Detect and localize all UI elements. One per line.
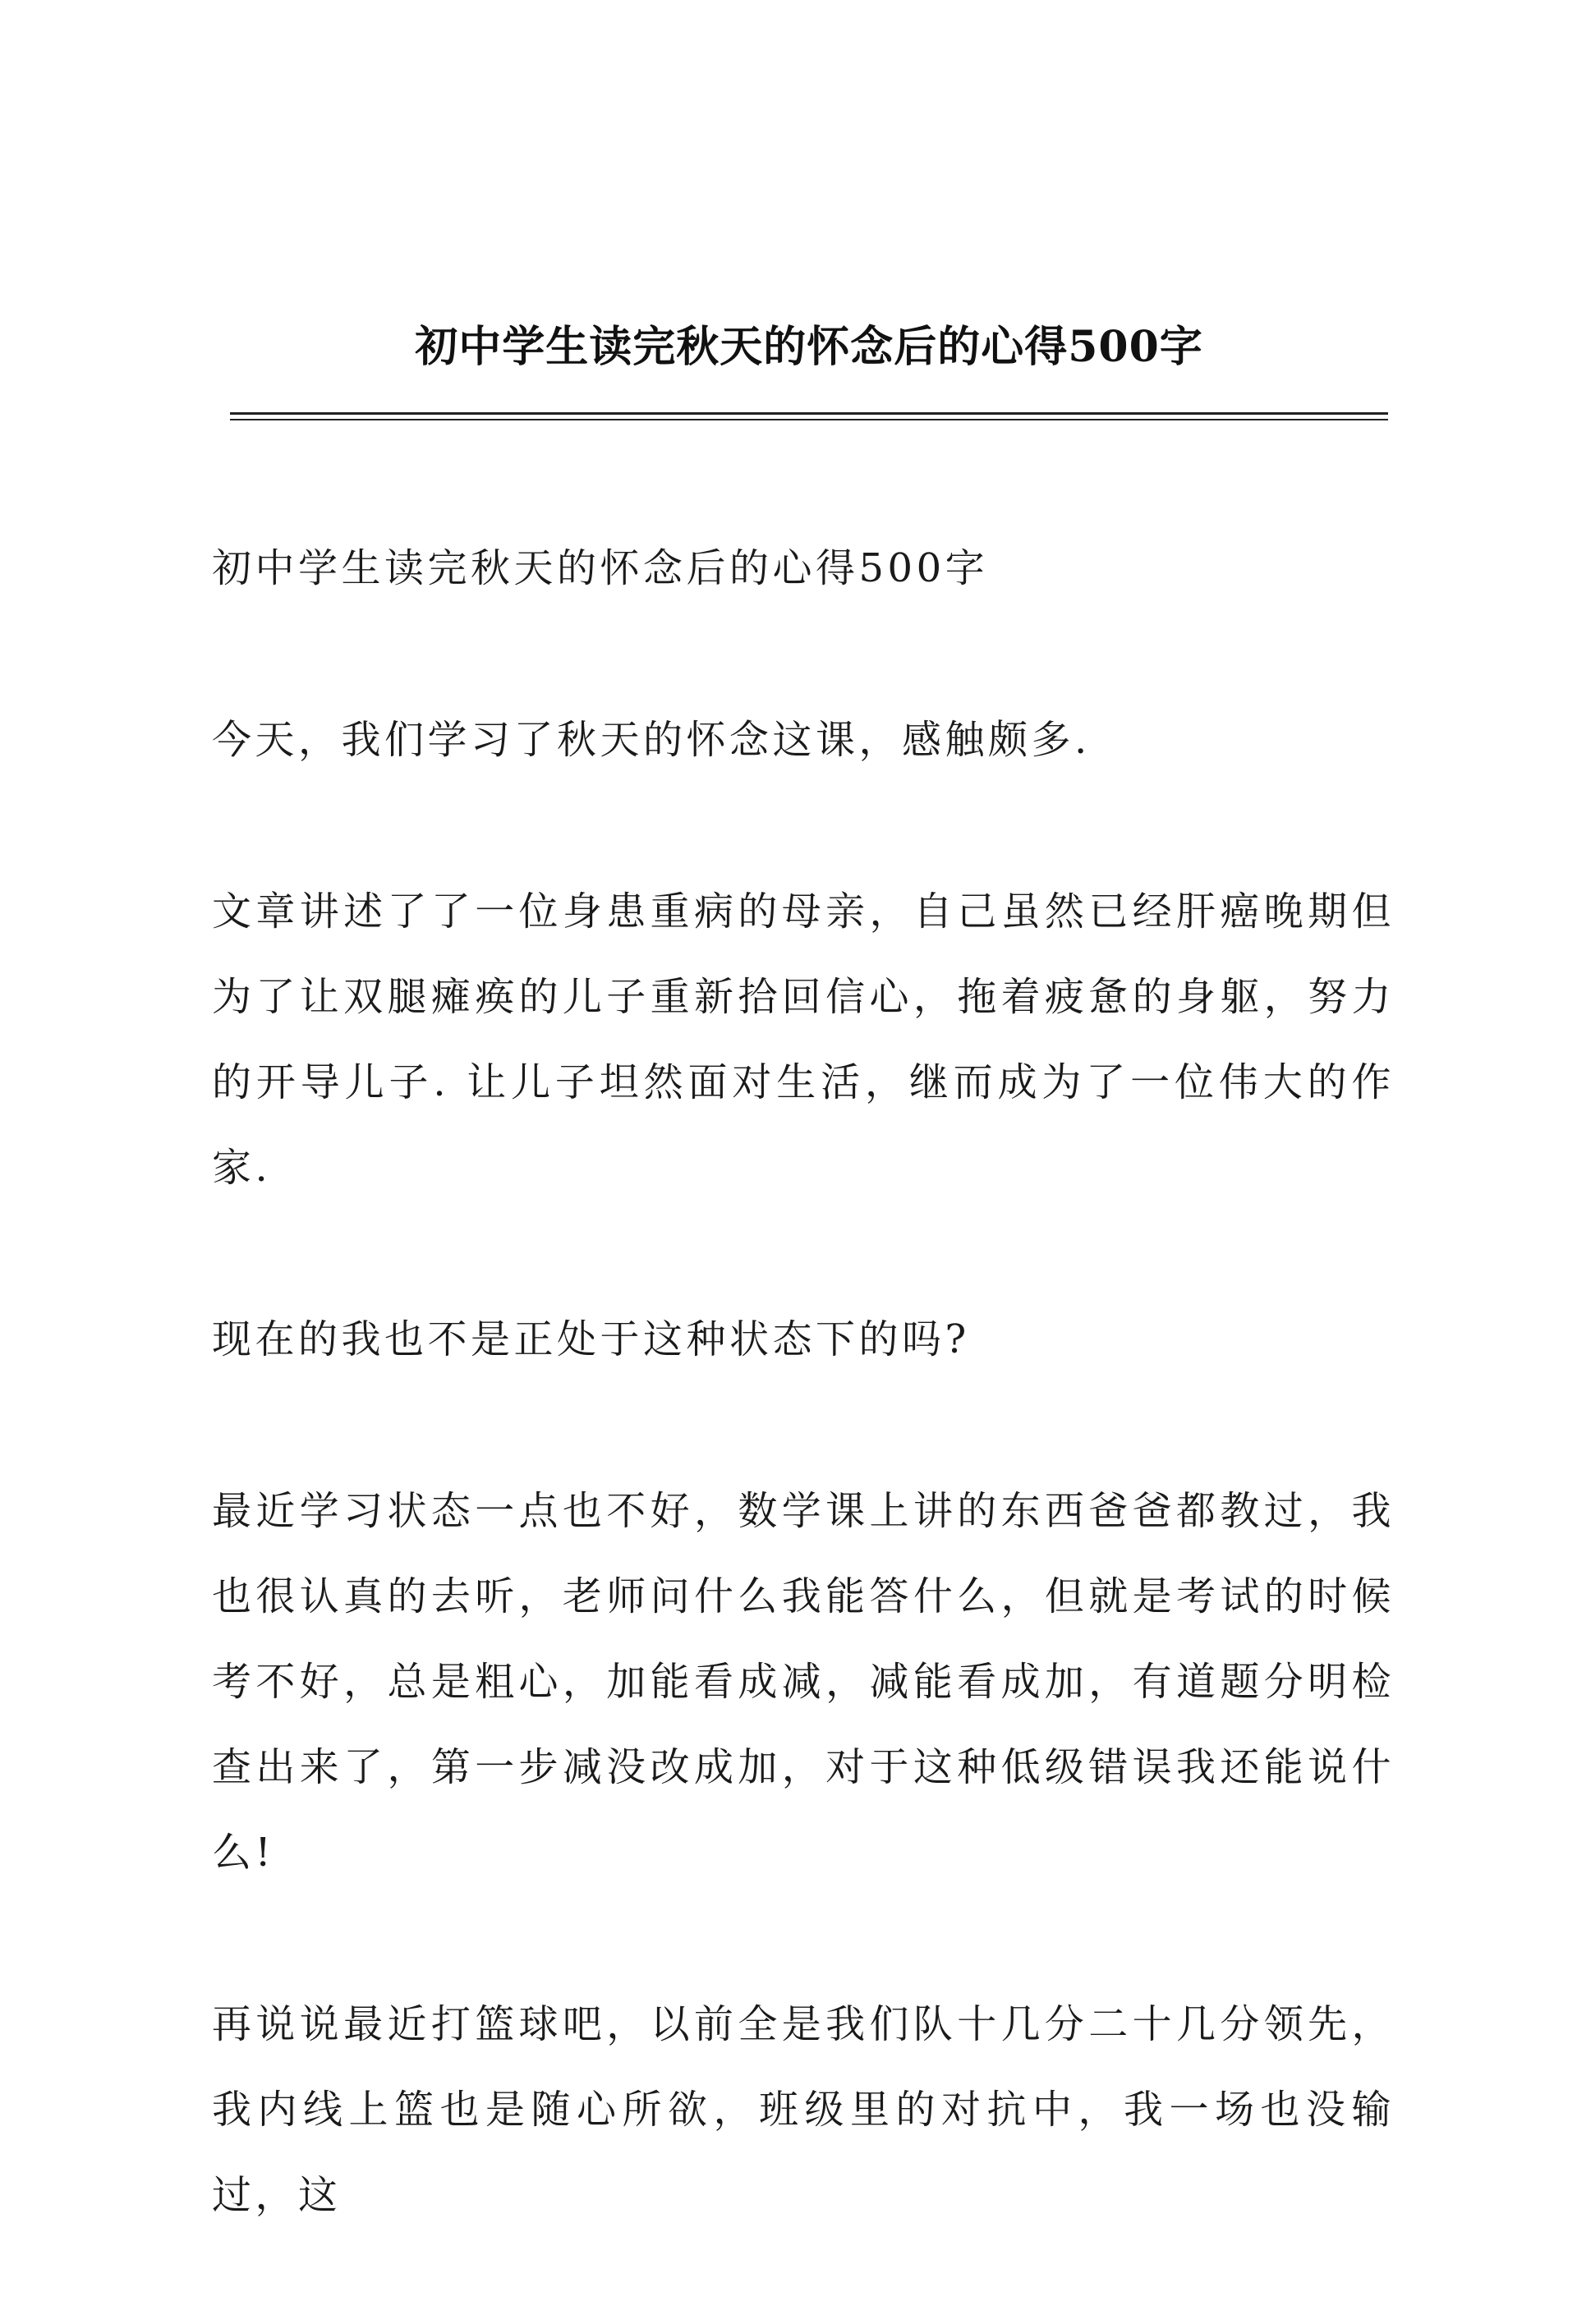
paragraph-subtitle: 初中学生读完秋天的怀念后的心得500字	[212, 545, 989, 591]
paragraph: 再说说最近打篮球吧，以前全是我们队十几分二十几分领先，我内线上篮也是随心所欲，班级里的对抗中，我一场也没输过，这	[212, 2001, 1395, 2218]
document-body	[212, 526, 1395, 2324]
paragraph: 今天，我们学习了秋天的怀念这课，感触颇多.	[212, 717, 1091, 763]
paragraph: 现在的我也不是正处于这种状态下的吗?	[212, 1316, 970, 1362]
paragraph: 最近学习状态一点也不好，数学课上讲的东西爸爸都教过，我也很认真的去听，老师问什么我能答什么，但就是考试的时候考不好，总是粗心，加能看成减，减能看成加，有道题分明检查出来了，第一步减没改成加，对于这种低级错误我还能说什么!	[212, 1488, 1395, 1876]
title-divider	[230, 412, 1388, 420]
page-title: 初中学生读完秋天的怀念后的心得500字	[415, 322, 1203, 372]
paragraph: 文章讲述了了一位身患重病的母亲，自己虽然已经肝癌晚期但为了让双腿瘫痪的儿子重新拾回信心，拖着疲惫的身躯，努力的开导儿子. 让儿子坦然面对生活，继而成为了一位伟大的作家.	[212, 889, 1395, 1191]
